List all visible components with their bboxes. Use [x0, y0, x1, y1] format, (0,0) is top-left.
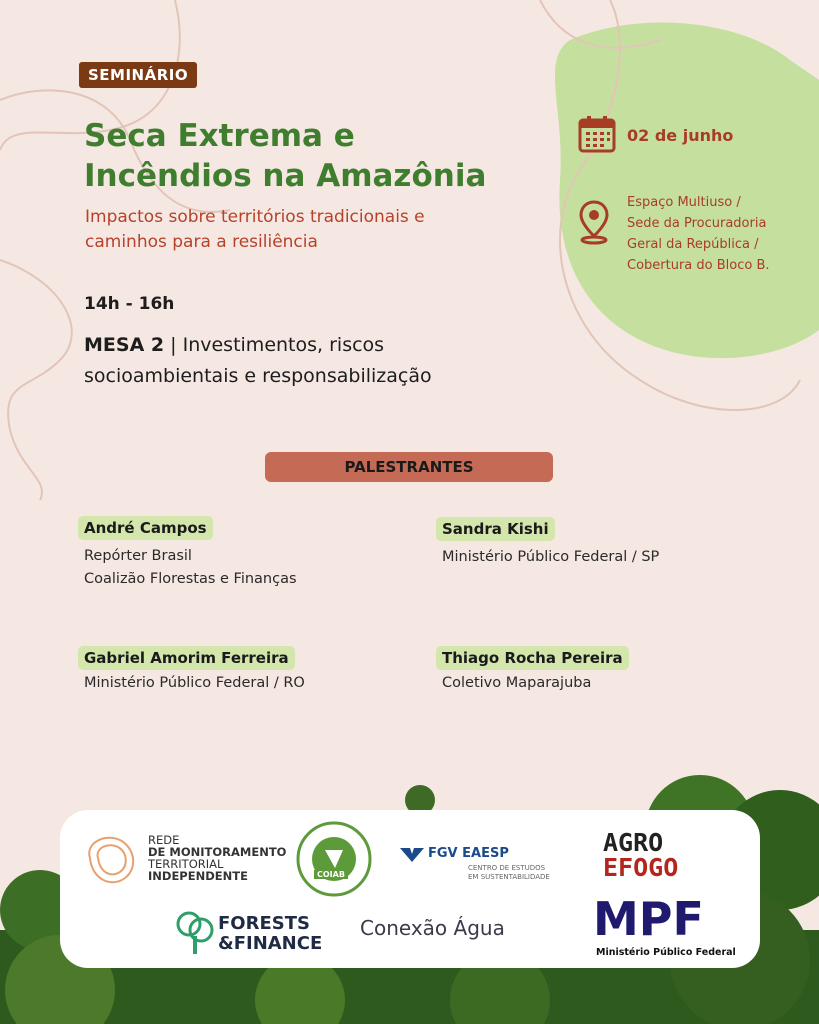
speaker-card: [78, 648, 305, 695]
speaker-name: Sandra Kishi: [436, 517, 555, 541]
speaker-affiliation: Coletivo Maparajuba: [442, 675, 592, 691]
calendar-icon: [578, 115, 616, 153]
title-line-1: Seca Extrema e: [84, 118, 355, 154]
fgv-subtext: CENTRO DE ESTUDOS EM SUSTENTABILIDADE: [468, 864, 550, 881]
speaker-affiliation: Repórter Brasil: [84, 548, 192, 564]
mesa-label: MESA 2: [84, 334, 165, 356]
speaker-card: [436, 519, 659, 569]
mpf-logo: MPF: [593, 892, 704, 946]
title-line-2: Incêndios na Amazônia: [84, 158, 487, 194]
speakers-heading: PALESTRANTES: [265, 452, 553, 482]
fgv-logo-icon: [400, 848, 424, 862]
mpf-subtitle: Ministério Público Federal: [596, 947, 736, 958]
subtitle-line-1: Impactos sobre territórios tradicionais e: [85, 207, 425, 227]
speaker-affiliation: Ministério Público Federal / RO: [84, 675, 305, 691]
subtitle-line-2: caminhos para a resiliência: [85, 232, 318, 252]
speaker-card: [78, 518, 297, 591]
location-line: Cobertura do Bloco B.: [627, 258, 770, 273]
speaker-name: André Campos: [78, 516, 213, 540]
speaker-name: Thiago Rocha Pereira: [436, 646, 629, 670]
speaker-affiliation: Coalizão Florestas e Finanças: [84, 571, 297, 587]
conexao-agua-logo: Conexão Água: [360, 916, 505, 940]
location-pin-icon: [578, 200, 610, 246]
seminar-badge: SEMINÁRIO: [79, 62, 197, 88]
coiab-label: COIAB: [314, 870, 348, 879]
page-title: [84, 116, 486, 196]
location-line: Geral da República /: [627, 237, 759, 252]
fgv-logo-text: FGV EAESP: [428, 846, 509, 861]
location-line: Sede da Procuradoria: [627, 216, 767, 231]
event-location: [627, 192, 802, 276]
coiab-logo-icon: [295, 820, 373, 898]
session-time: 14h - 16h: [84, 294, 175, 314]
forests-finance-text: FORESTS &FINANCE: [218, 913, 323, 954]
agro-e-fogo-logo: AGRO EFOGO: [603, 828, 679, 882]
mesa-text-2: socioambientais e responsabilização: [84, 365, 432, 387]
event-date: 02 de junho: [627, 126, 734, 145]
subtitle: [85, 205, 545, 255]
forests-finance-tree-icon: [175, 910, 215, 956]
rede-logo-icon: [80, 828, 142, 890]
speaker-affiliation: Ministério Público Federal / SP: [442, 549, 660, 565]
speaker-name: Gabriel Amorim Ferreira: [78, 646, 295, 670]
location-line: Espaço Multiuso /: [627, 195, 741, 210]
partner-logos-panel: [60, 810, 760, 968]
speaker-card: [436, 648, 629, 695]
rede-logo-text: REDE DE MONITORAMENTO TERRITORIAL INDEPENDENTE: [148, 833, 287, 883]
mesa-text-1: | Investimentos, riscos: [164, 334, 385, 356]
session-title: [84, 330, 524, 392]
